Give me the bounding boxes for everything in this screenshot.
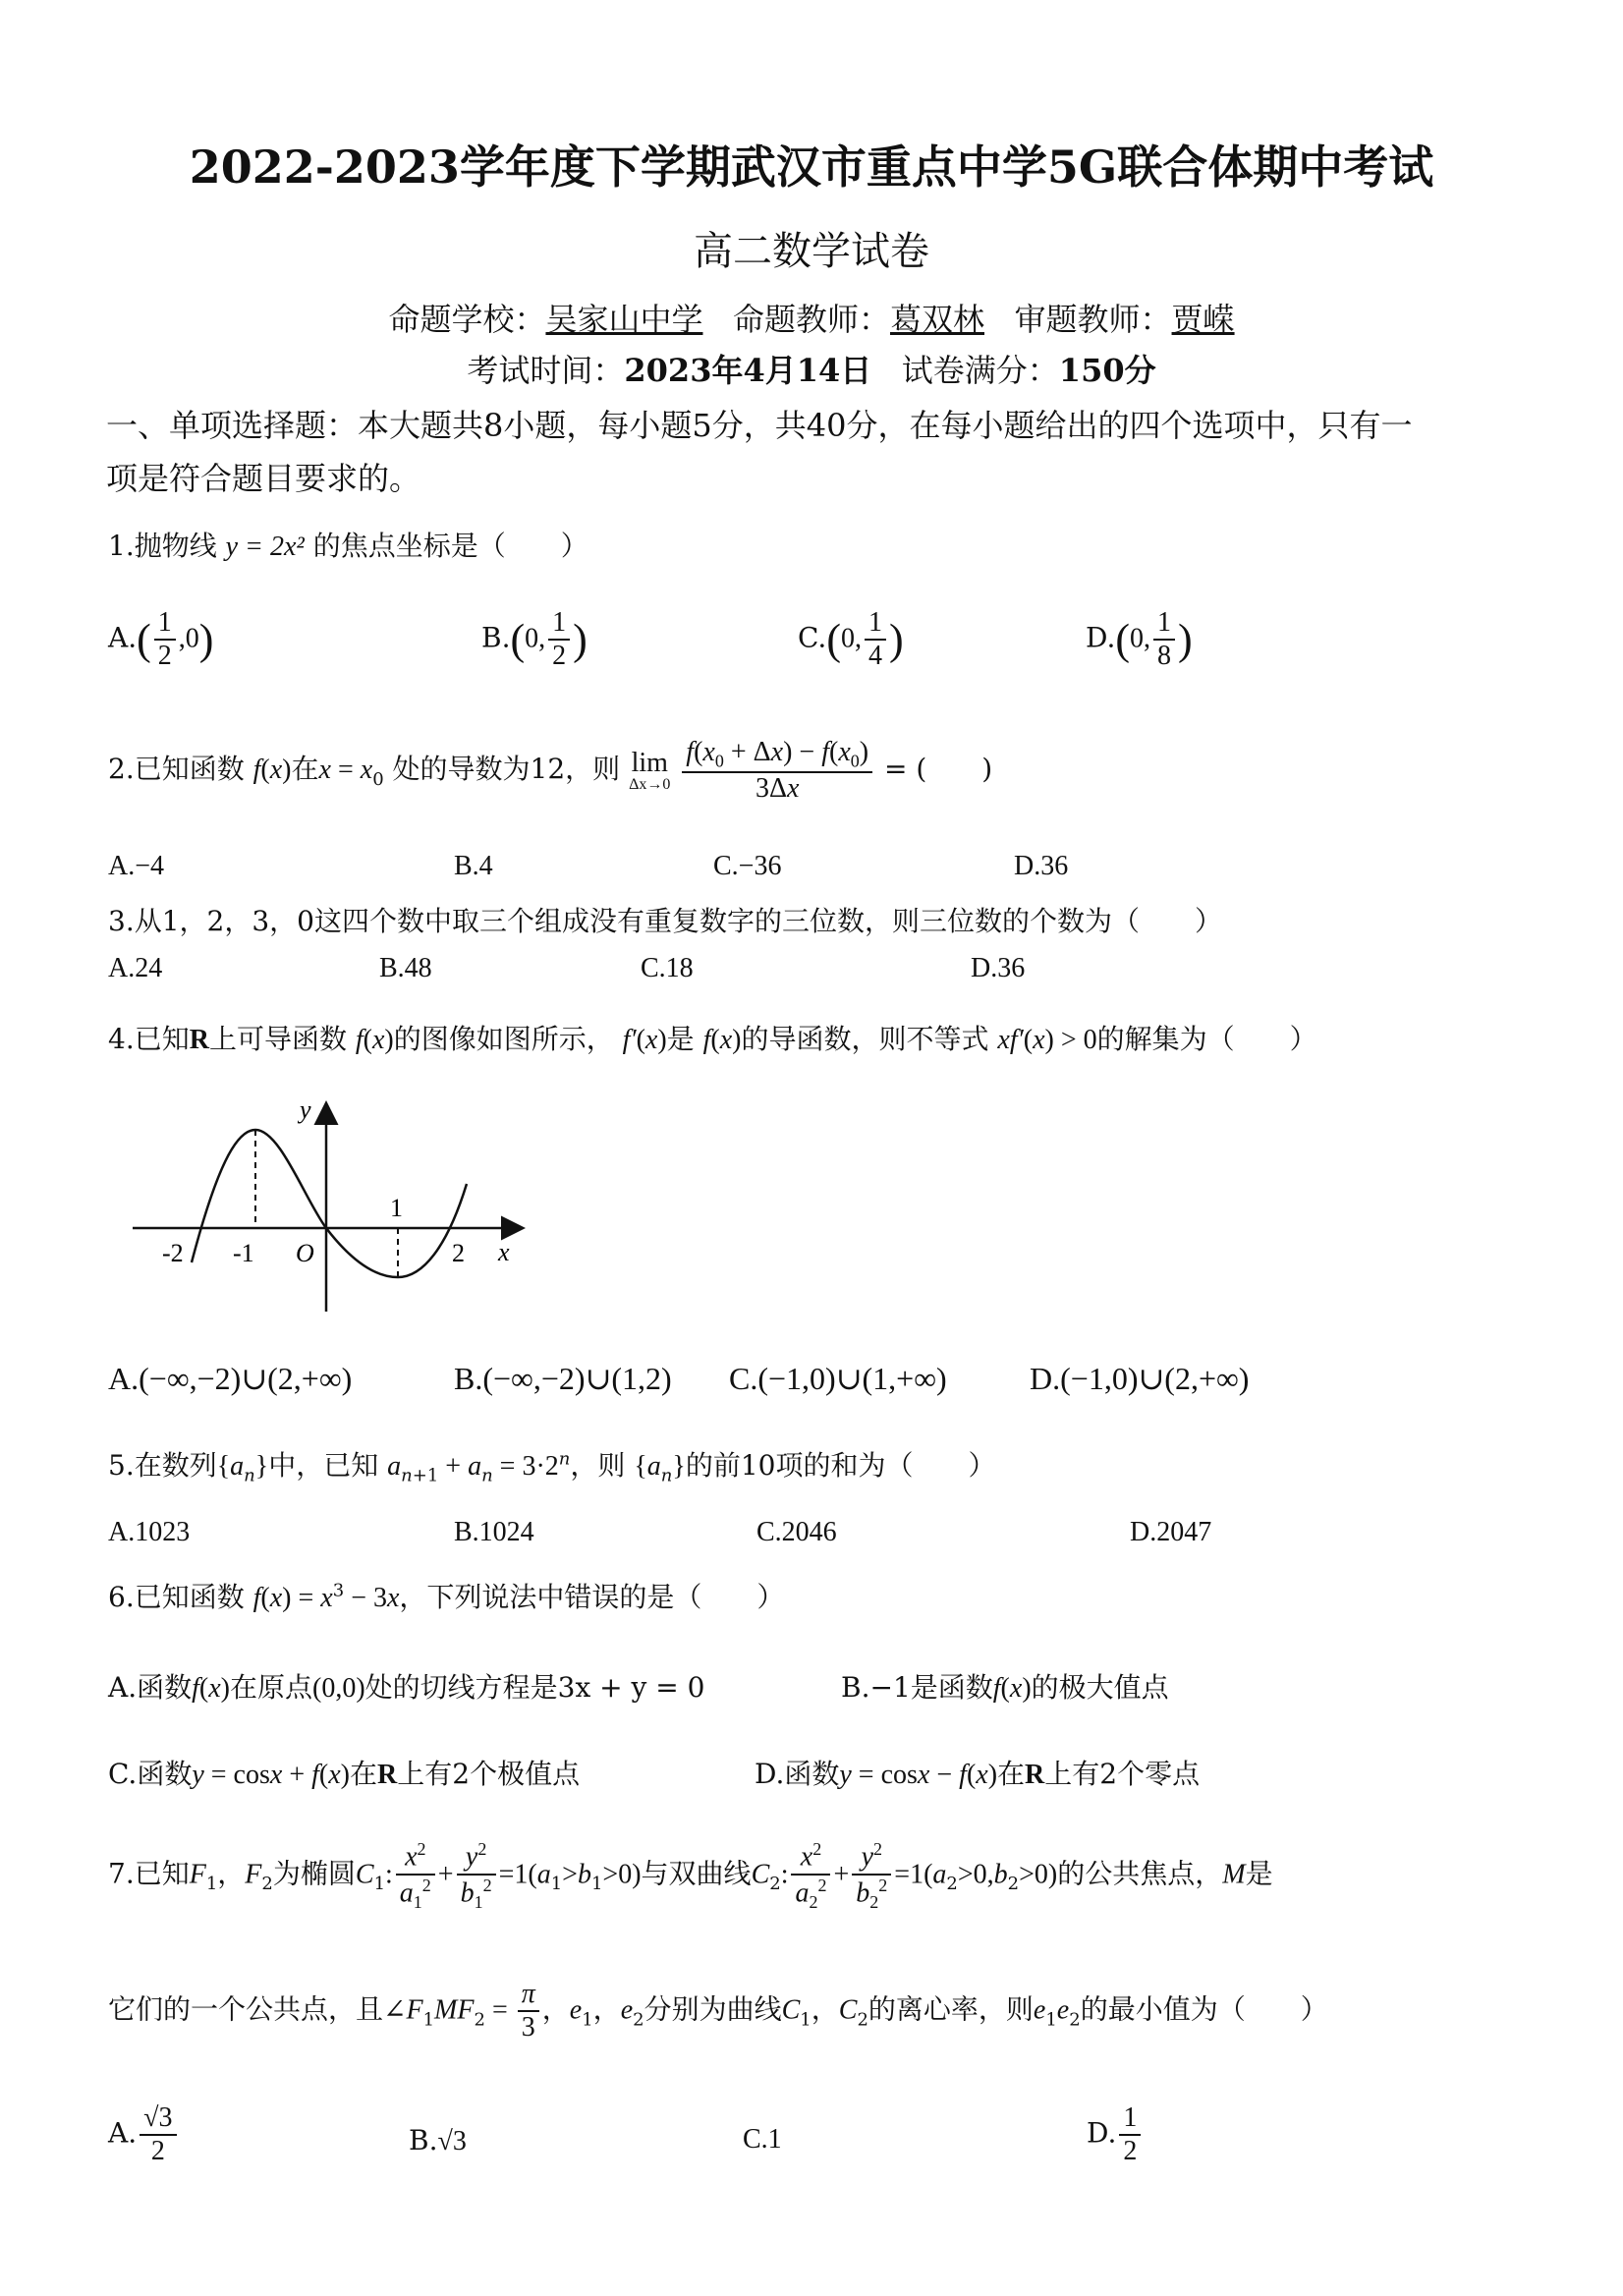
q6-a-mid: 在原点 [230,1671,313,1704]
q7-mid: 为椭圆 [272,1857,356,1890]
q4-option-b[interactable]: B.(−∞,−2)∪(1,2) [454,1361,672,1396]
q2-option-c[interactable]: C.−36 [713,851,782,881]
section-instructions-line1: 一、单项选择题：本大题共8小题，每小题5分，共40分，在每小题给出的四个选项中，只有一 [106,407,1413,444]
exam-info-authors [0,295,1623,340]
tick-label-minus2: -2 [162,1239,184,1267]
q6-d-pre: D.函数 [755,1758,840,1790]
score-value: 150分 [1058,352,1156,389]
q6-option-d[interactable]: D.函数y = cosx − f(x)在R上有2个零点 [755,1758,1201,1790]
tick-label-1: 1 [390,1194,403,1222]
q7-option-d[interactable]: D. $\frac{1}{2}$ [1087,2102,1144,2167]
reviewer-name: 贾嵘 [1171,301,1235,338]
q1-option-d[interactable]: D.(0, $\frac{1}{8}$ ) [1086,607,1193,672]
author-name: 葛双林 [890,301,985,338]
q4-pre: 4.已知 [108,1023,190,1055]
q2-tail: = ( ) [883,753,993,786]
q1-pre: 1.抛物线 [108,530,217,562]
q2-option-d[interactable]: D.36 [1014,851,1069,881]
q5-option-d[interactable]: D.2047 [1130,1517,1212,1547]
question-5: 5.在数列$\{a_n\}$中，已知 $a_{n+1} + a_n = 3\cdot 2^n$，则 $\{a_n\}$的前10项的和为（ ） [108,1448,996,1486]
q1-d-label: D. [1086,621,1116,654]
q7-post: 的公共焦点， [1057,1857,1223,1890]
q3-option-a[interactable]: A.24 [108,953,163,983]
q6-d-post: 上有2个零点 [1044,1758,1201,1790]
tick-label-minus1: -1 [233,1239,254,1267]
q6-a-post: 处的切线方程是3x + y = 0 [364,1671,705,1704]
question-7-line2: 它们的一个公共点，且$\angle F_1MF_2$ = $\frac{\pi}{3}$ ，$e_1$，$e_2$分别为曲线$C_1$，$C_2$的离心率，则$e_1e_2$的最小值为（ ） [108,1979,1328,2044]
question-4: 4.已知R上可导函数 f(x)的图像如图所示， f′(x)是 f(x)的导函数，则不等式 xf′(x) > 0的解集为（ ） [108,1023,1317,1055]
q1-option-a[interactable]: A.( $\frac{1}{2}$ ,0) [108,607,214,672]
q6-post: ，下列说法中错误的是（ ） [399,1581,785,1613]
question-2: 2.已知函数 f(x)在$x = x_0$ 处的导数为12，则 lim Δx→0 $\frac{f(x_0 + \Delta x) - f(x_0)}{3\Delta x}$ = ( ) [108,737,993,805]
q4-option-d[interactable]: D.(−1,0)∪(2,+∞) [1030,1361,1250,1396]
q4-mid2: 的图像如图所示， [393,1023,614,1055]
q5-pre: 5.在数列 [108,1449,217,1482]
q2-pre: 2.已知函数 [108,753,245,786]
q3-option-c[interactable]: C.18 [641,953,694,983]
score-label: 试卷满分： [901,352,1059,389]
x-label: x [498,1238,510,1266]
q5-post: 的前10项的和为（ ） [685,1449,996,1482]
q4-mid3: 是 [666,1023,695,1055]
time-label: 考试时间： [467,352,625,389]
section-instructions-line2: 项是符合题目要求的。 [106,460,421,497]
question-7-line1: 7.已知$F_1$，$F_2$为椭圆$C_1$: $\frac{x^2}{a_1^2}$ + $\frac{y^2}{b_1^2}$ $=1(a_1>b_1>0)$与双曲线$C_2$: $\frac{x^2}{a_2^2}$ + $\frac{y^2}{b_2^2}$ $=1(a_2>0,b_2>0)$的公共焦点，M是 [108,1839,1273,1912]
q2-option-a[interactable]: A.−4 [108,851,165,881]
author-label: 命题教师： [732,301,890,338]
q5-option-b[interactable]: B.1024 [454,1517,534,1547]
q7-option-c[interactable]: C.1 [743,2124,782,2155]
q4-option-c[interactable]: C.(−1,0)∪(1,+∞) [729,1361,947,1396]
q6-c-pre: C.函数 [108,1758,193,1790]
q7-pre: 7.已知 [108,1857,190,1890]
question-3: 3.从1，2，3，0这四个数中取三个组成没有重复数字的三位数，则三位数的个数为（ ） [108,905,1222,937]
q7-option-b[interactable]: B.√3 [409,2124,467,2156]
q1-option-c[interactable]: C.(0, $\frac{1}{4}$ ) [798,607,904,672]
q3-option-d[interactable]: D.36 [971,953,1026,983]
q7-line2-pre: 它们的一个公共点，且 [108,1992,384,2026]
q7-line2-mid: ， [541,1992,570,2026]
q2-option-b[interactable]: B.4 [454,851,493,881]
exam-info-time [0,346,1623,391]
q4-function-graph [123,1091,535,1321]
q2-limit: lim Δx→0 [629,747,671,793]
q6-c-post: 上有2个极值点 [397,1758,581,1790]
origin-label: O [296,1239,314,1267]
q6-a-pre: A.函数 [108,1671,193,1704]
q5-option-c[interactable]: C.2046 [756,1517,837,1547]
q2-fraction: $\frac{f(x_0 + \Delta x) - f(x_0)}{3\Delta x}$ [682,737,872,805]
q1-c-label: C. [798,621,827,654]
q4-mid4: 的导函数，则不等式 [741,1023,989,1055]
q7-option-a[interactable]: A. $\frac{√3}{2}$ [108,2102,180,2167]
q4-option-a[interactable]: A.(−∞,−2)∪(2,+∞) [108,1361,353,1396]
question-1 [108,525,588,564]
school-label: 命题学校： [388,301,546,338]
y-label: y [300,1095,311,1124]
q7-b-label: B. [409,2124,438,2156]
q1-b-label: B. [481,621,511,654]
q4-mid: 上可导函数 [208,1023,347,1055]
question-6: 6.已知函数 $f(x) = x^3 - 3x$，下列说法中错误的是（ ） [108,1580,785,1613]
q5-mid2: ，则 [570,1449,626,1482]
q7-d-label: D. [1087,2116,1117,2150]
q4-r: R [189,1025,209,1055]
school-name: 吴家山中学 [545,301,703,338]
q7-a-label: A. [108,2116,138,2150]
q1-option-b[interactable]: B.(0, $\frac{1}{2}$ ) [481,607,588,672]
q7-m: M [1222,1859,1246,1890]
q6-b-post: 的极大值点 [1031,1671,1169,1704]
q6-pre: 6.已知函数 [108,1581,245,1613]
q5-mid: 中，已知 [268,1449,379,1482]
q1-a-label: A. [108,621,138,654]
q1-expr: y = 2x² [225,532,305,562]
q4-post: 的解集为（ ） [1096,1023,1317,1055]
q7-line2-tail: 的最小值为（ ） [1080,1992,1328,2026]
q6-option-c[interactable]: C.函数y = cosx + f(x)在R上有2个极值点 [108,1758,581,1790]
q7-post2: 是 [1245,1857,1273,1890]
tick-label-2: 2 [452,1239,465,1267]
q6-option-a[interactable]: A.函数f(x)在原点(0,0)处的切线方程是3x + y = 0 [108,1671,705,1704]
q7-mid2: 与双曲线 [641,1857,752,1890]
reviewer-label: 审题教师： [1014,301,1172,338]
q7-line2-post: 的离心率，则 [867,1992,1034,2026]
exam-subtitle: 高二数学试卷 [694,229,929,274]
q6-b-pre: B.−1是函数 [841,1671,993,1704]
q5-option-a[interactable]: A.1023 [108,1517,191,1547]
time-value: 2023年4月14日 [624,352,872,389]
q7-line2-mid2: 分别为曲线 [644,1992,782,2026]
q2-post: 处的导数为12，则 [392,753,621,786]
q1-post: 的焦点坐标是（ ） [312,530,588,562]
exam-title: 2022-2023学年度下学期武汉市重点中学5G联合体期中考试 [189,140,1434,194]
q3-option-b[interactable]: B.48 [379,953,432,983]
q6-option-b[interactable]: B.−1是函数f(x)的极大值点 [841,1671,1169,1704]
